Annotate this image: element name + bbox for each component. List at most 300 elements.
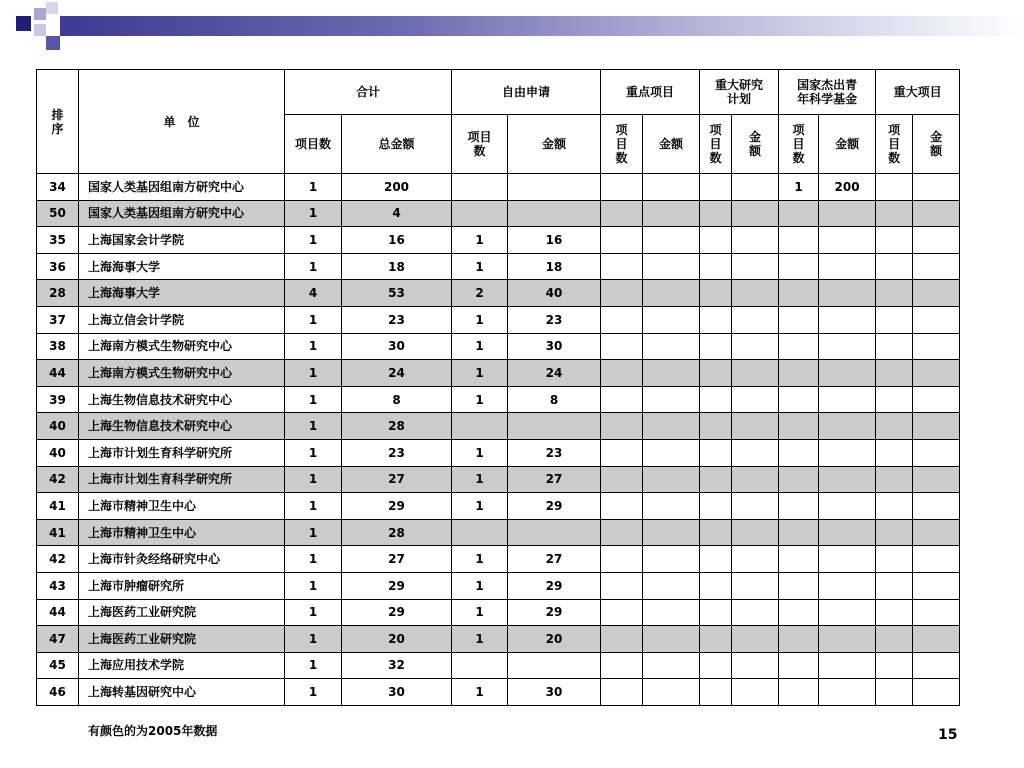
cell-mp-count — [876, 466, 913, 493]
table-row — [37, 546, 960, 573]
cell-total-count: 1 — [285, 386, 342, 413]
cell-unit: 上海市计划生育科学研究所 — [79, 439, 285, 466]
cell-yf-amount — [819, 386, 876, 413]
cell-key-amount — [643, 572, 700, 599]
cell-yf-amount — [819, 253, 876, 280]
cell-total-count: 1 — [285, 519, 342, 546]
cell-mr-count — [700, 493, 732, 520]
cell-mp-count — [876, 572, 913, 599]
cell-mr-count — [700, 546, 732, 573]
cell-unit: 上海生物信息技术研究中心 — [79, 386, 285, 413]
cell-yf-count — [779, 626, 819, 653]
cell-free-count: 1 — [452, 306, 508, 333]
cell-key-amount — [643, 493, 700, 520]
cell-yf-count — [779, 306, 819, 333]
cell-free-amount: 30 — [508, 333, 601, 360]
cell-total-count: 1 — [285, 572, 342, 599]
table-row — [37, 493, 960, 520]
cell-mp-count — [876, 493, 913, 520]
cell-total-amount: 29 — [342, 599, 452, 626]
cell-total-count: 1 — [285, 652, 342, 679]
cell-key-amount — [643, 413, 700, 440]
cell-total-count: 1 — [285, 306, 342, 333]
cell-rank: 50 — [37, 200, 79, 227]
cell-total-count: 4 — [285, 280, 342, 307]
funding-table — [36, 69, 960, 706]
cell-yf-count — [779, 652, 819, 679]
cell-free-amount: 27 — [508, 466, 601, 493]
cell-yf-count — [779, 413, 819, 440]
cell-total-amount: 32 — [342, 652, 452, 679]
cell-mp-count — [876, 599, 913, 626]
cell-rank: 39 — [37, 386, 79, 413]
cell-mp-count — [876, 174, 913, 201]
cell-key-amount — [643, 599, 700, 626]
cell-free-amount: 23 — [508, 306, 601, 333]
cell-yf-count — [779, 572, 819, 599]
cell-key-count — [601, 493, 643, 520]
cell-mr-count — [700, 306, 732, 333]
cell-total-amount: 30 — [342, 679, 452, 706]
cell-mp-count — [876, 333, 913, 360]
cell-yf-count — [779, 280, 819, 307]
cell-total-amount: 53 — [342, 280, 452, 307]
cell-total-amount: 16 — [342, 227, 452, 254]
cell-key-count — [601, 652, 643, 679]
cell-mr-amount — [732, 386, 779, 413]
cell-yf-count — [779, 493, 819, 520]
cell-mp-amount — [913, 200, 960, 227]
cell-yf-count — [779, 679, 819, 706]
cell-mr-amount — [732, 439, 779, 466]
cell-rank: 40 — [37, 439, 79, 466]
cell-key-amount — [643, 174, 700, 201]
cell-key-amount — [643, 386, 700, 413]
cell-total-count: 1 — [285, 174, 342, 201]
cell-total-amount: 27 — [342, 546, 452, 573]
cell-free-amount: 27 — [508, 546, 601, 573]
cell-mr-amount — [732, 679, 779, 706]
cell-free-count — [452, 200, 508, 227]
cell-yf-amount — [819, 200, 876, 227]
cell-mp-amount — [913, 360, 960, 387]
cell-free-amount: 16 — [508, 227, 601, 254]
cell-key-count — [601, 280, 643, 307]
cell-rank: 34 — [37, 174, 79, 201]
cell-key-count — [601, 599, 643, 626]
cell-free-count: 1 — [452, 546, 508, 573]
header-major-research: 重大研究计划 — [700, 70, 779, 115]
cell-yf-amount — [819, 572, 876, 599]
cell-free-count: 1 — [452, 626, 508, 653]
cell-free-count — [452, 413, 508, 440]
table-row — [37, 280, 960, 307]
table-row — [37, 626, 960, 653]
cell-key-count — [601, 227, 643, 254]
cell-free-count: 1 — [452, 227, 508, 254]
cell-rank: 37 — [37, 306, 79, 333]
cell-rank: 28 — [37, 280, 79, 307]
cell-yf-count — [779, 519, 819, 546]
cell-free-count: 1 — [452, 599, 508, 626]
cell-mp-count — [876, 519, 913, 546]
cell-mp-count — [876, 439, 913, 466]
cell-key-count — [601, 546, 643, 573]
cell-mr-count — [700, 280, 732, 307]
cell-mr-amount — [732, 306, 779, 333]
cell-yf-count — [779, 546, 819, 573]
cell-rank: 47 — [37, 626, 79, 653]
cell-rank: 44 — [37, 360, 79, 387]
cell-total-count: 1 — [285, 466, 342, 493]
cell-unit: 上海医药工业研究院 — [79, 626, 285, 653]
cell-total-amount: 200 — [342, 174, 452, 201]
header-major-project: 重大项目 — [876, 70, 960, 115]
cell-total-count: 1 — [285, 253, 342, 280]
cell-total-count: 1 — [285, 413, 342, 440]
table-row — [37, 386, 960, 413]
cell-key-count — [601, 626, 643, 653]
cell-mr-amount — [732, 333, 779, 360]
cell-total-amount: 4 — [342, 200, 452, 227]
cell-key-count — [601, 174, 643, 201]
cell-mr-amount — [732, 253, 779, 280]
cell-mr-amount — [732, 413, 779, 440]
cell-total-amount: 23 — [342, 306, 452, 333]
cell-yf-amount — [819, 679, 876, 706]
cell-free-count: 1 — [452, 679, 508, 706]
cell-key-amount — [643, 546, 700, 573]
cell-mr-amount — [732, 519, 779, 546]
cell-yf-amount — [819, 652, 876, 679]
cell-mp-amount — [913, 519, 960, 546]
cell-free-amount: 24 — [508, 360, 601, 387]
cell-mr-amount — [732, 572, 779, 599]
cell-yf-count — [779, 360, 819, 387]
cell-free-amount: 29 — [508, 493, 601, 520]
cell-free-count — [452, 174, 508, 201]
cell-free-amount: 29 — [508, 599, 601, 626]
cell-key-amount — [643, 679, 700, 706]
cell-mr-count — [700, 333, 732, 360]
table-row — [37, 652, 960, 679]
cell-key-count — [601, 333, 643, 360]
cell-yf-count — [779, 200, 819, 227]
cell-key-amount — [643, 360, 700, 387]
decor-square-light — [34, 8, 46, 20]
cell-total-count: 1 — [285, 360, 342, 387]
header-key: 重点项目 — [601, 70, 700, 115]
cell-unit: 上海应用技术学院 — [79, 652, 285, 679]
cell-rank: 36 — [37, 253, 79, 280]
header-yf-count: 项目数 — [779, 115, 819, 174]
cell-mp-count — [876, 386, 913, 413]
header-rank: 排序 — [37, 70, 79, 174]
cell-yf-amount — [819, 599, 876, 626]
cell-free-count: 1 — [452, 333, 508, 360]
cell-mp-amount — [913, 280, 960, 307]
cell-free-count — [452, 652, 508, 679]
cell-key-count — [601, 466, 643, 493]
cell-total-amount: 29 — [342, 493, 452, 520]
cell-mp-amount — [913, 306, 960, 333]
cell-mr-count — [700, 227, 732, 254]
cell-mp-count — [876, 306, 913, 333]
cell-mr-count — [700, 519, 732, 546]
cell-yf-amount — [819, 466, 876, 493]
cell-key-amount — [643, 652, 700, 679]
cell-yf-amount — [819, 306, 876, 333]
cell-yf-count — [779, 333, 819, 360]
table-row — [37, 333, 960, 360]
cell-yf-amount — [819, 280, 876, 307]
cell-free-amount — [508, 174, 601, 201]
cell-mr-amount — [732, 626, 779, 653]
cell-key-amount — [643, 227, 700, 254]
header-yf-amount: 金额 — [819, 115, 876, 174]
cell-mp-count — [876, 546, 913, 573]
cell-yf-amount — [819, 519, 876, 546]
cell-free-count: 1 — [452, 253, 508, 280]
cell-mr-count — [700, 386, 732, 413]
cell-rank: 44 — [37, 599, 79, 626]
cell-mr-amount — [732, 280, 779, 307]
cell-unit: 上海南方模式生物研究中心 — [79, 360, 285, 387]
cell-unit: 上海医药工业研究院 — [79, 599, 285, 626]
table-row — [37, 227, 960, 254]
cell-total-count: 1 — [285, 227, 342, 254]
cell-mp-amount — [913, 493, 960, 520]
cell-key-amount — [643, 439, 700, 466]
cell-yf-amount — [819, 493, 876, 520]
cell-mp-amount — [913, 174, 960, 201]
cell-rank: 42 — [37, 546, 79, 573]
cell-free-count: 1 — [452, 466, 508, 493]
cell-free-amount — [508, 519, 601, 546]
cell-rank: 45 — [37, 652, 79, 679]
cell-mp-count — [876, 360, 913, 387]
page-number: 15 — [938, 727, 958, 743]
table-row — [37, 360, 960, 387]
cell-free-count: 1 — [452, 386, 508, 413]
decor-square-dark — [16, 16, 31, 31]
cell-mr-count — [700, 572, 732, 599]
header-gradient-bar — [60, 16, 1024, 36]
cell-mp-count — [876, 227, 913, 254]
cell-mp-count — [876, 626, 913, 653]
table-body — [37, 174, 960, 706]
cell-total-amount: 27 — [342, 466, 452, 493]
cell-yf-count — [779, 439, 819, 466]
cell-mp-amount — [913, 572, 960, 599]
footnote: 有颜色的为2005年数据 — [88, 724, 218, 738]
decor-square-mid — [46, 36, 60, 50]
cell-free-amount — [508, 413, 601, 440]
cell-unit: 上海市精神卫生中心 — [79, 519, 285, 546]
cell-free-amount: 20 — [508, 626, 601, 653]
cell-mr-amount — [732, 174, 779, 201]
cell-mp-amount — [913, 626, 960, 653]
table-row — [37, 439, 960, 466]
cell-free-amount: 30 — [508, 679, 601, 706]
header-total-amount: 总金额 — [342, 115, 452, 174]
cell-mp-count — [876, 413, 913, 440]
cell-key-amount — [643, 626, 700, 653]
cell-total-amount: 28 — [342, 519, 452, 546]
cell-total-amount: 20 — [342, 626, 452, 653]
cell-mp-amount — [913, 413, 960, 440]
cell-free-count: 1 — [452, 572, 508, 599]
header-free-count: 项目数 — [452, 115, 508, 174]
table-row — [37, 306, 960, 333]
cell-mr-count — [700, 413, 732, 440]
cell-key-amount — [643, 200, 700, 227]
cell-free-amount: 40 — [508, 280, 601, 307]
cell-yf-count — [779, 466, 819, 493]
cell-mr-amount — [732, 652, 779, 679]
cell-unit: 上海市精神卫生中心 — [79, 493, 285, 520]
cell-total-amount: 23 — [342, 439, 452, 466]
cell-total-amount: 8 — [342, 386, 452, 413]
cell-mr-count — [700, 652, 732, 679]
cell-yf-amount: 200 — [819, 174, 876, 201]
cell-yf-count: 1 — [779, 174, 819, 201]
cell-mp-amount — [913, 652, 960, 679]
cell-yf-amount — [819, 333, 876, 360]
cell-mr-count — [700, 599, 732, 626]
cell-yf-count — [779, 386, 819, 413]
cell-mp-amount — [913, 679, 960, 706]
cell-mp-amount — [913, 253, 960, 280]
cell-rank: 46 — [37, 679, 79, 706]
cell-total-count: 1 — [285, 439, 342, 466]
cell-total-count: 1 — [285, 626, 342, 653]
cell-mr-amount — [732, 546, 779, 573]
cell-key-amount — [643, 280, 700, 307]
cell-unit: 上海市计划生育科学研究所 — [79, 466, 285, 493]
cell-unit: 上海海事大学 — [79, 253, 285, 280]
decor-square-light — [46, 2, 58, 14]
header-youth-fund: 国家杰出青年科学基金 — [779, 70, 876, 115]
cell-key-count — [601, 679, 643, 706]
cell-key-amount — [643, 253, 700, 280]
cell-key-count — [601, 413, 643, 440]
cell-total-amount: 24 — [342, 360, 452, 387]
table-row — [37, 572, 960, 599]
decor-square-light — [34, 24, 46, 36]
cell-mp-amount — [913, 599, 960, 626]
cell-yf-count — [779, 599, 819, 626]
cell-key-amount — [643, 519, 700, 546]
cell-yf-amount — [819, 546, 876, 573]
cell-rank: 38 — [37, 333, 79, 360]
cell-mp-count — [876, 679, 913, 706]
cell-rank: 41 — [37, 493, 79, 520]
cell-rank: 43 — [37, 572, 79, 599]
table-row — [37, 599, 960, 626]
cell-key-count — [601, 439, 643, 466]
header-key-amount: 金额 — [643, 115, 700, 174]
cell-mr-amount — [732, 200, 779, 227]
cell-mr-count — [700, 439, 732, 466]
cell-free-amount: 8 — [508, 386, 601, 413]
cell-total-amount: 28 — [342, 413, 452, 440]
cell-yf-amount — [819, 360, 876, 387]
cell-mp-amount — [913, 227, 960, 254]
cell-key-amount — [643, 333, 700, 360]
cell-rank: 40 — [37, 413, 79, 440]
cell-unit: 上海市针灸经络研究中心 — [79, 546, 285, 573]
cell-yf-amount — [819, 439, 876, 466]
cell-free-count: 2 — [452, 280, 508, 307]
cell-mr-amount — [732, 493, 779, 520]
header-mr-count: 项目数 — [700, 115, 732, 174]
cell-mr-amount — [732, 227, 779, 254]
table-row — [37, 679, 960, 706]
cell-yf-count — [779, 253, 819, 280]
cell-mp-count — [876, 200, 913, 227]
header-mp-amount: 金额 — [913, 115, 960, 174]
cell-mp-amount — [913, 386, 960, 413]
cell-yf-amount — [819, 626, 876, 653]
cell-mp-count — [876, 253, 913, 280]
cell-mr-count — [700, 174, 732, 201]
cell-unit: 国家人类基因组南方研究中心 — [79, 200, 285, 227]
cell-total-amount: 29 — [342, 572, 452, 599]
cell-key-amount — [643, 466, 700, 493]
cell-total-amount: 30 — [342, 333, 452, 360]
cell-total-count: 1 — [285, 333, 342, 360]
table-row — [37, 466, 960, 493]
table-row — [37, 413, 960, 440]
header-mr-amount: 金额 — [732, 115, 779, 174]
cell-mr-amount — [732, 599, 779, 626]
cell-total-count: 1 — [285, 200, 342, 227]
cell-mr-count — [700, 626, 732, 653]
cell-mr-count — [700, 679, 732, 706]
cell-total-count: 1 — [285, 679, 342, 706]
cell-unit: 上海国家会计学院 — [79, 227, 285, 254]
cell-rank: 41 — [37, 519, 79, 546]
cell-yf-count — [779, 227, 819, 254]
header-unit: 单 位 — [79, 70, 285, 174]
header-free: 自由申请 — [452, 70, 601, 115]
table-row — [37, 200, 960, 227]
cell-key-count — [601, 519, 643, 546]
cell-key-count — [601, 386, 643, 413]
header-total-count: 项目数 — [285, 115, 342, 174]
cell-total-count: 1 — [285, 493, 342, 520]
cell-key-amount — [643, 306, 700, 333]
cell-key-count — [601, 306, 643, 333]
cell-free-count: 1 — [452, 439, 508, 466]
cell-unit: 上海南方模式生物研究中心 — [79, 333, 285, 360]
cell-key-count — [601, 572, 643, 599]
cell-unit: 上海市肿瘤研究所 — [79, 572, 285, 599]
cell-mr-count — [700, 360, 732, 387]
cell-rank: 35 — [37, 227, 79, 254]
cell-mp-count — [876, 652, 913, 679]
header-total: 合计 — [285, 70, 452, 115]
cell-unit: 上海海事大学 — [79, 280, 285, 307]
header-free-amount: 金额 — [508, 115, 601, 174]
header-key-count: 项目数 — [601, 115, 643, 174]
cell-mp-count — [876, 280, 913, 307]
cell-free-amount — [508, 200, 601, 227]
cell-free-count: 1 — [452, 360, 508, 387]
cell-yf-amount — [819, 227, 876, 254]
cell-total-count: 1 — [285, 546, 342, 573]
